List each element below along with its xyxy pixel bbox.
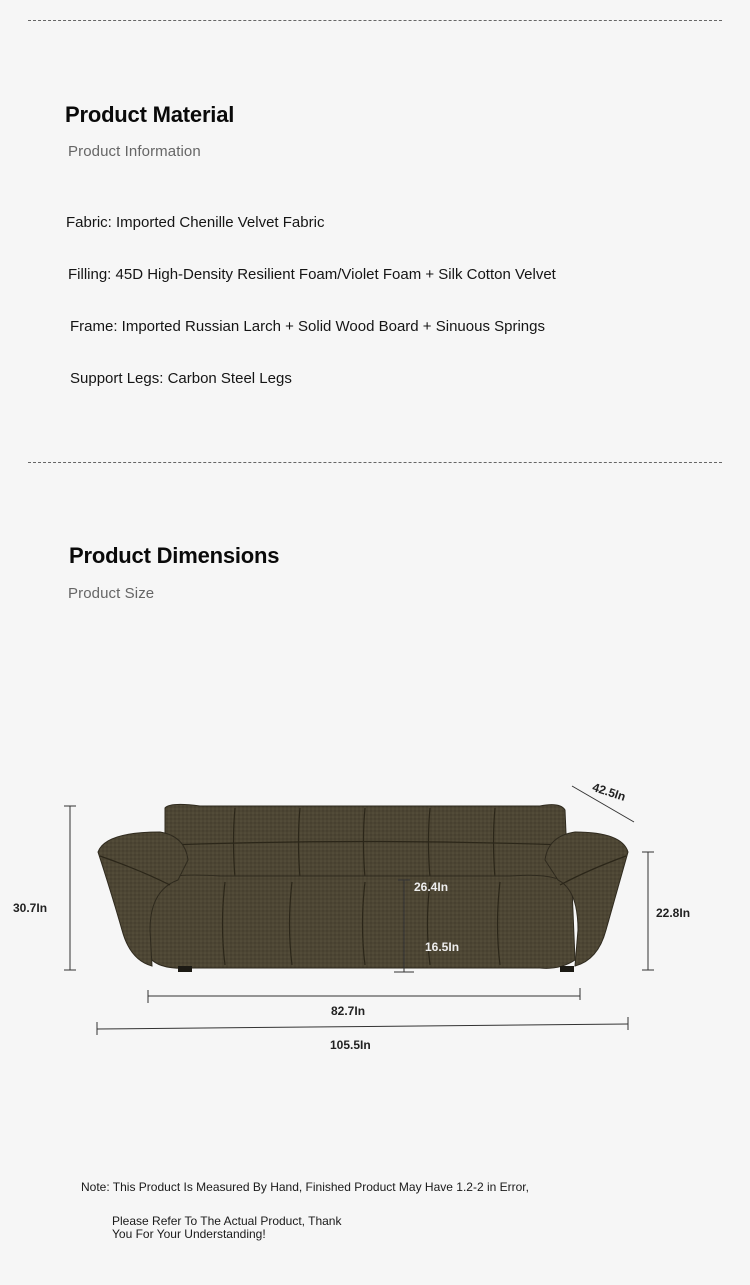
- label-depth: 42.5In: [590, 780, 628, 804]
- dimensions-title: Product Dimensions: [69, 543, 280, 568]
- sofa-back: [165, 804, 568, 880]
- sofa-leg-right: [560, 966, 574, 972]
- material-title: Product Material: [65, 102, 235, 127]
- material-subtitle: Product Information: [68, 143, 201, 160]
- label-height: 30.7In: [13, 901, 48, 915]
- note-line-1: Note: This Product Is Measured By Hand, Finished Product May Have 1.2-2 in Error,: [81, 1180, 529, 1194]
- spec-fabric: Fabric: Imported Chenille Velvet Fabric: [66, 214, 325, 231]
- label-back-height: 26.4In: [414, 880, 449, 894]
- spec-frame: Frame: Imported Russian Larch + Solid Wood Board + Sinuous Springs: [70, 318, 545, 335]
- spec-legs: Support Legs: Carbon Steel Legs: [70, 370, 292, 387]
- label-seat-height: 16.5In: [425, 940, 460, 954]
- spec-filling: Filling: 45D High-Density Resilient Foam/Violet Foam + Silk Cotton Velvet: [68, 266, 556, 283]
- note-line-3: You For Your Understanding!: [112, 1227, 266, 1241]
- sofa-leg-left: [178, 966, 192, 972]
- label-seat-width: 82.7In: [331, 1004, 366, 1018]
- note-line-2: Please Refer To The Actual Product, Thank: [112, 1214, 342, 1228]
- label-arm-height: 22.8In: [656, 906, 691, 920]
- dimensions-subtitle: Product Size: [68, 585, 155, 602]
- label-total-width: 105.5In: [330, 1038, 371, 1052]
